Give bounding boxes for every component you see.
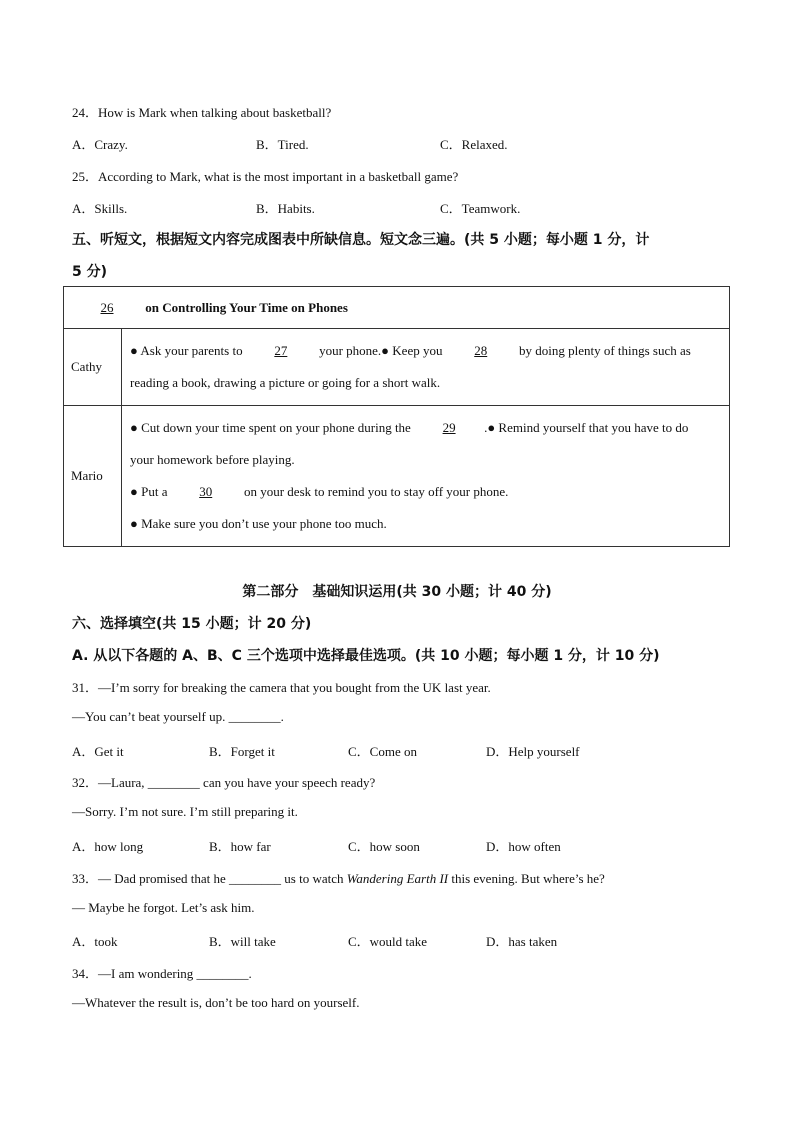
row-name: Cathy [64, 329, 122, 406]
question-32-line1: 32．—Laura, ________ can you have your speech ready? [72, 775, 376, 790]
row-content [122, 406, 730, 547]
text: reading a book, drawing a picture or going for a short walk. [130, 375, 441, 390]
question-32-line2: —Sorry. I’m not sure. I’m still preparing it. [72, 804, 298, 819]
text: ● Put a [130, 484, 171, 499]
option-d: D．has taken [486, 934, 558, 949]
table-title [64, 287, 730, 329]
text: ● Make sure you don’t use your phone too much. [130, 516, 387, 531]
blank-29: 29 [442, 420, 456, 435]
option-c: C．would take [348, 934, 428, 949]
option-d: D．Help yourself [486, 744, 580, 759]
question-33-line1 [72, 868, 605, 887]
text: by doing plenty of things such as [515, 343, 691, 358]
option-b: B．how far [209, 839, 271, 854]
question-31-line1: 31．—I’m sorry for breaking the camera that you bought from the UK last year. [72, 680, 491, 695]
option-d: D．how often [486, 839, 561, 854]
option-a: A．Crazy. [72, 137, 128, 152]
option-c: C．Come on [348, 744, 417, 759]
movie-title: Wandering Earth II [346, 871, 449, 886]
section-6-subheading: A. 从以下各题的 A、B、C 三个选项中选择最佳选项。(共 10 小题；每小题 1 分，计 10 分) [72, 648, 660, 664]
option-c: C．Teamwork. [440, 201, 521, 216]
text: 33．— Dad promised that he ________ us to watch [72, 871, 347, 886]
section-6-heading: 六、选择填空(共 15 小题；计 20 分) [72, 616, 312, 632]
question-33-line2: — Maybe he forgot. Let’s ask him. [72, 900, 255, 915]
part-2-title: 第二部分 基础知识运用(共 30 小题；计 40 分) [242, 584, 552, 600]
option-a: A．Skills. [72, 201, 128, 216]
option-b: B．will take [209, 934, 276, 949]
option-a: A．Get it [72, 744, 124, 759]
section-5-heading-line2: 5 分) [72, 264, 108, 280]
text: your phone.● Keep you [315, 343, 446, 358]
text: ● Cut down your time spent on your phone during the [130, 420, 415, 435]
text: your homework before playing. [130, 452, 295, 467]
option-b: B．Tired. [256, 137, 309, 152]
question-31-line2: —You can’t beat yourself up. ________. [72, 709, 284, 724]
option-c: C．Relaxed. [440, 137, 508, 152]
question-34-line1: 34．—I am wondering ________. [72, 966, 252, 981]
question-24-stem: 24．How is Mark when talking about basketball? [72, 105, 332, 120]
text: this evening. But where’s he? [448, 871, 605, 886]
text: on your desk to remind you to stay off your phone. [240, 484, 509, 499]
row-name: Mario [64, 406, 122, 547]
option-b: B．Habits. [256, 201, 315, 216]
text: .● Remind yourself that you have to do [484, 420, 689, 435]
text: ● Ask your parents to [130, 343, 246, 358]
blank-28: 28 [474, 343, 488, 358]
blank-27: 27 [274, 343, 288, 358]
listening-chart-table [63, 286, 730, 547]
option-a: A．took [72, 934, 118, 949]
table-row-mario [64, 406, 730, 547]
table-title-text: on Controlling Your Time on Phones [142, 299, 348, 315]
question-25-stem: 25．According to Mark, what is the most important in a basketball game? [72, 169, 459, 184]
table-title-row [64, 287, 730, 329]
option-c: C．how soon [348, 839, 420, 854]
option-a: A．how long [72, 839, 144, 854]
option-b: B．Forget it [209, 744, 275, 759]
table-row-cathy [64, 329, 730, 406]
row-content [122, 329, 730, 406]
blank-26: 26 [100, 299, 114, 315]
question-34-line2: —Whatever the result is, don’t be too hard on yourself. [72, 995, 360, 1010]
blank-30: 30 [199, 484, 213, 499]
section-5-heading-line1: 五、听短文，根据短文内容完成图表中所缺信息。短文念三遍。(共 5 小题；每小题 1 分，计 [72, 232, 650, 248]
